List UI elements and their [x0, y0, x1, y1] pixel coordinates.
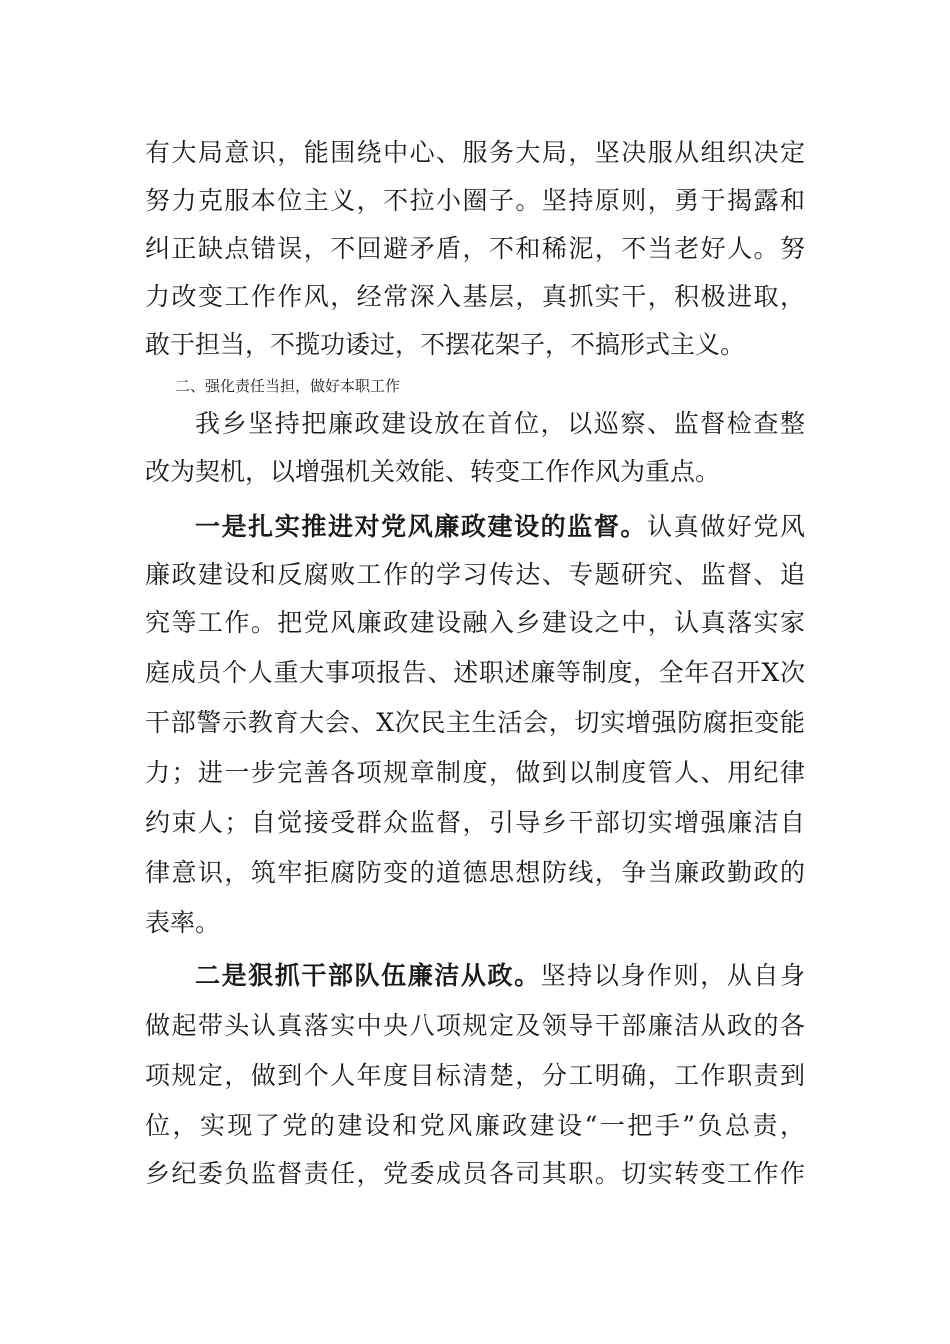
- paragraph-line: 律意识，筑牢拒腐防变的道德思想防线，争当廉政勤政的: [145, 858, 805, 887]
- paragraph-line: 努力克服本位主义，不拉小圈子。坚持原则，勇于揭露和: [145, 186, 805, 215]
- paragraph-line: 做起带头认真落实中央八项规定及领导干部廉洁从政的各: [145, 1011, 805, 1040]
- paragraph-line: 力改变工作作风，经常深入基层，真抓实干，积极进取，: [145, 282, 805, 311]
- paragraph-line: 乡纪委负监督责任，党委成员各司其职。切实转变工作作: [145, 1159, 805, 1188]
- paragraph-first-line: [195, 951, 805, 1001]
- paragraph-line: 项规定，做到个人年度目标清楚，分工明确，工作职责到: [145, 1061, 805, 1090]
- paragraph-line: 有大局意识，能围绕中心、服务大局，坚决服从组织决定: [145, 138, 805, 167]
- paragraph-line: 庭成员个人重大事项报告、述职述廉等制度，全年召开X次: [145, 658, 805, 687]
- paragraph-line: 位，实现了党的建设和党风廉政建设“一把手”负总责，: [145, 1111, 805, 1140]
- paragraph-line: 我乡坚持把廉政建设放在首位，以巡察、监督检查整: [195, 409, 805, 438]
- paragraph-text: 认真做好党风: [647, 512, 805, 541]
- paragraph-line: 纠正缺点错误，不回避矛盾，不和稀泥，不当老好人。努: [145, 234, 805, 263]
- paragraph-line: 约束人；自觉接受群众监督，引导乡干部切实增强廉洁自: [145, 808, 805, 837]
- paragraph-line: 力；进一步完善各项规章制度，做到以制度管人、用纪律: [145, 758, 805, 787]
- paragraph-line: 改为契机，以增强机关效能、转变工作作风为重点。: [145, 457, 721, 486]
- paragraph-line: 敢于担当，不揽功诿过，不摆花架子，不搞形式主义。: [145, 330, 746, 359]
- bold-lead: 二是狠抓干部队伍廉洁从政。: [195, 961, 541, 990]
- paragraph-text: 坚持以身作则，从自身: [540, 961, 805, 990]
- section-heading: 二、强化责任当担，做好本职工作: [175, 377, 401, 395]
- paragraph-first-line: [195, 502, 805, 552]
- paragraph-line: 究等工作。把党风廉政建设融入乡建设之中，认真落实家: [145, 608, 805, 637]
- paragraph-line: 干部警示教育大会、X次民主生活会，切实增强防腐拒变能: [145, 708, 805, 737]
- paragraph-line: 表率。: [145, 908, 221, 937]
- paragraph-line: 廉政建设和反腐败工作的学习传达、专题研究、监督、追: [145, 560, 805, 589]
- bold-lead: 一是扎实推进对党风廉政建设的监督。: [195, 512, 648, 541]
